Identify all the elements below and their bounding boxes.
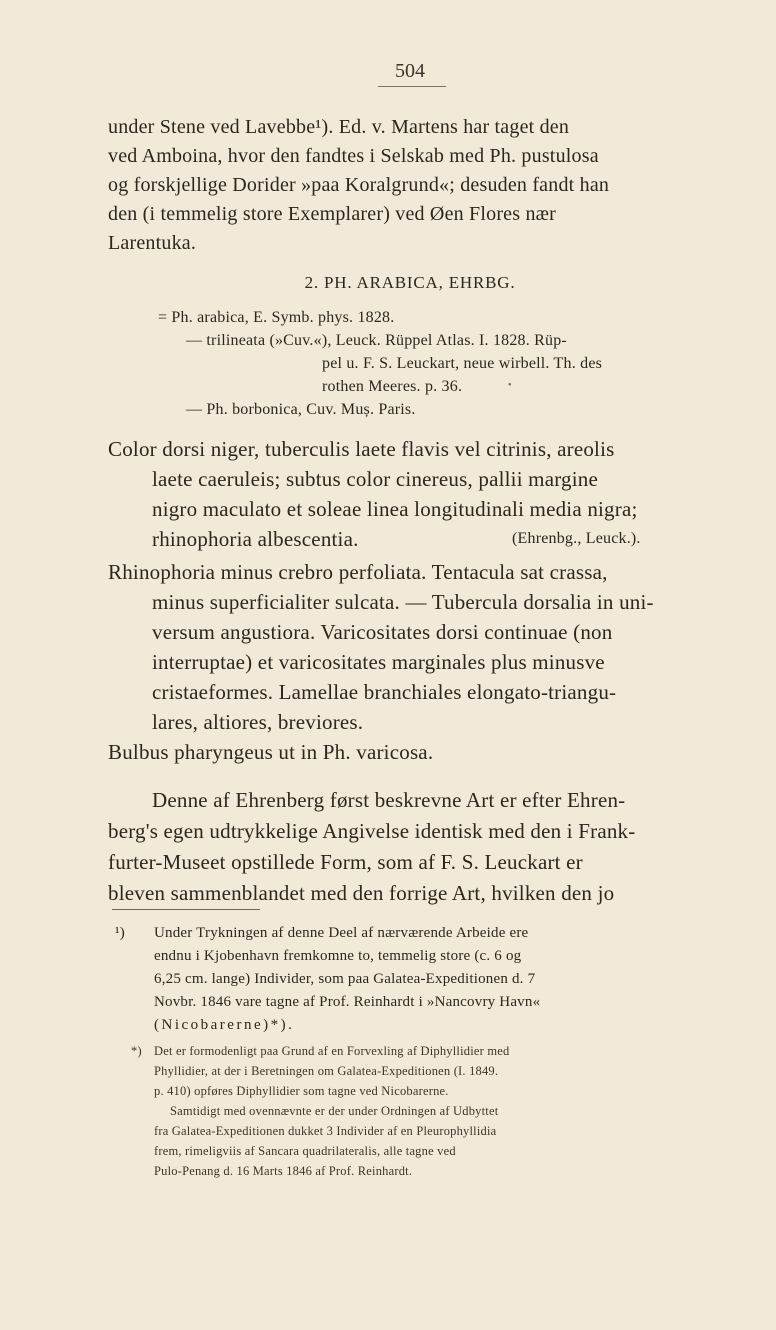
danish-line: furter-Museet opstillede Form, som af F. S. Leuckart er bbox=[108, 850, 583, 874]
intro-line: og forskjellige Dorider »paa Koralgrund«; desuden fandt han bbox=[108, 174, 610, 196]
danish-line: bleven sammenblandet med den forrige Art, hvilken den jo bbox=[108, 881, 615, 905]
footnote-line: Det er formodenligt paa Grund af en Forvexling af Diphyllidier med bbox=[154, 1044, 510, 1058]
footnote-marker: *) bbox=[131, 1044, 142, 1058]
intro-line: ved Amboina, hvor den fandtes i Selskab med Ph. pustulosa bbox=[108, 145, 599, 167]
footnote-line: fra Galatea-Expeditionen dukket 3 Individer af en Pleurophyllidia bbox=[154, 1124, 497, 1138]
latin-line: cristaeformes. Lamellae branchiales elongato-triangu- bbox=[152, 680, 617, 704]
footnote-line: frem, rimeligviis af Sancara quadrilateralis, alle tagne ved bbox=[154, 1144, 456, 1158]
footnote-line: Samtidigt med ovennævnte er der under Ordningen af Udbyttet bbox=[170, 1104, 499, 1118]
ink-dot: • bbox=[508, 380, 512, 391]
latin-line: interruptae) et varicositates marginales plus minusve bbox=[152, 650, 605, 674]
synonym-line: rothen Meeres. p. 36. bbox=[322, 378, 463, 395]
footnote-marker: ¹) bbox=[115, 925, 125, 941]
latin-line: laete caeruleis; subtus color cinereus, pallii margine bbox=[152, 467, 599, 491]
footnote-line: Phyllidier, at der i Beretningen om Galatea-Expeditionen (I. 1849. bbox=[154, 1064, 499, 1078]
danish-line: Denne af Ehrenberg først beskrevne Art er efter Ehren- bbox=[152, 788, 626, 812]
latin-line: versum angustiora. Varicositates dorsi continuae (non bbox=[152, 620, 613, 644]
footnote-line: Pulo-Penang d. 16 Marts 1846 af Prof. Reinhardt. bbox=[154, 1164, 413, 1178]
footnote-line: p. 410) opføres Diphyllidier som tagne ved Nicobarerne. bbox=[154, 1084, 449, 1098]
latin-line: lares, altiores, breviores. bbox=[152, 710, 364, 734]
footnote-line: Novbr. 1846 vare tagne af Prof. Reinhardt i »Nancovry Havn« bbox=[154, 994, 541, 1010]
footnote-rule bbox=[112, 909, 260, 910]
synonym-line: pel u. F. S. Leuckart, neue wirbell. Th. des bbox=[322, 355, 603, 372]
intro-line: Larentuka. bbox=[108, 232, 197, 254]
synonym-line: = Ph. arabica, E. Symb. phys. 1828. bbox=[158, 309, 395, 326]
footnote-line: endnu i Kjobenhavn fremkomne to, temmelig store (c. 6 og bbox=[154, 948, 522, 964]
latin-line: nigro maculato et soleae linea longitudinali media nigra; bbox=[152, 497, 638, 521]
intro-line: den (i temmelig store Exemplarer) ved Øen Flores nær bbox=[108, 203, 557, 225]
latin-line: rhinophoria albescentia. bbox=[152, 527, 359, 551]
synonym-line: — Ph. borbonica, Cuv. Muș. Paris. bbox=[186, 401, 416, 418]
page-number-underline bbox=[378, 86, 446, 87]
latin-line: Bulbus pharyngeus ut in Ph. varicosa. bbox=[108, 740, 434, 764]
footnote-line: Under Trykningen af denne Deel af nærværende Arbeide ere bbox=[154, 925, 529, 941]
latin-citation: (Ehrenbg., Leuck.). bbox=[512, 530, 641, 547]
page-number: 504 bbox=[395, 60, 425, 82]
synonym-line: — trilineata (»Cuv.«), Leuck. Rüppel Atlas. I. 1828. Rüp- bbox=[186, 332, 567, 349]
intro-line: under Stene ved Lavebbe¹). Ed. v. Martens har taget den bbox=[108, 116, 570, 138]
latin-line: Rhinophoria minus crebro perfoliata. Tentacula sat crassa, bbox=[108, 560, 608, 584]
footnote-line: (Nicobarerne)*). bbox=[154, 1017, 295, 1033]
footnote-line: 6,25 cm. lange) Individer, som paa Galatea-Expeditionen d. 7 bbox=[154, 971, 536, 987]
latin-line: minus superficialiter sulcata. — Tubercula dorsalia in uni- bbox=[152, 590, 654, 614]
species-heading: 2. PH. ARABICA, EHRBG. bbox=[304, 273, 516, 292]
latin-line: Color dorsi niger, tuberculis laete flavis vel citrinis, areolis bbox=[108, 437, 615, 461]
danish-line: berg's egen udtrykkelige Angivelse identisk med den i Frank- bbox=[108, 819, 636, 843]
